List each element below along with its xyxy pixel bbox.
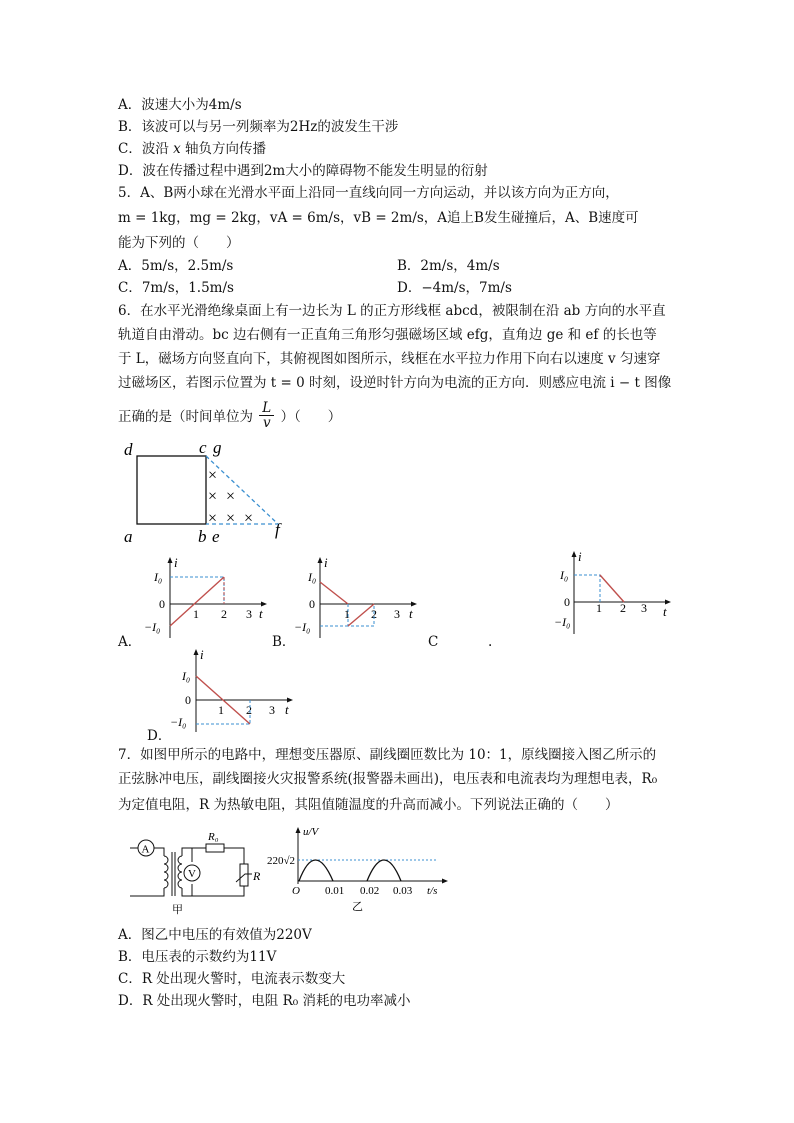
r-label: R xyxy=(253,869,261,883)
q6-option-c: C xyxy=(428,634,439,650)
q5-stem-line2: m = 1kg，mg = 2kg，vA = 6m/s，vB = 2m/s，A追上B发生碰撞后，A、B速度可 xyxy=(118,210,639,226)
label-g: g xyxy=(213,438,222,457)
q6-option-c-dot: . xyxy=(488,634,493,650)
tick-1: 1 xyxy=(344,607,350,621)
q6-stem-line5 xyxy=(118,400,342,432)
q6-stem-line1: 6．在水平光滑绝缘桌面上有一边长为 L 的正方形线框 abcd，被限制在沿 ab 方向的水平直 xyxy=(118,303,666,319)
q6-option-d: D． xyxy=(147,728,172,744)
q7-stem-line1: 7．如图甲所示的电路中，理想变压器原、副线圈匝数比为 10：1，原线圈接入图乙所示的 xyxy=(118,747,657,763)
q4-option-b: B．该波可以与另一列频率为2Hz的波发生干涉 xyxy=(118,119,399,135)
tick-zero: 0 xyxy=(159,597,165,611)
half-sine-pulse-2 xyxy=(367,860,401,881)
tick-neg-i0: −I₀ xyxy=(554,615,571,629)
tick-neg-i0: −I₀ xyxy=(144,620,161,634)
voltmeter-label: V xyxy=(188,868,196,880)
label-e: e xyxy=(212,527,220,546)
axis-label-t: t xyxy=(259,606,263,621)
axis-label-t: t xyxy=(409,606,413,621)
tick-zero: 0 xyxy=(185,693,191,707)
graph-c xyxy=(548,550,678,634)
frame-field-figure xyxy=(118,438,298,548)
circuit-caption: 甲 xyxy=(172,904,183,916)
label-c: c xyxy=(199,438,207,457)
field-cross: × xyxy=(208,488,218,505)
q4-option-c xyxy=(118,140,266,158)
tick-i0: I₀ xyxy=(308,570,317,584)
tick-i0: I₀ xyxy=(560,568,569,582)
q4-option-c-pre: C．波沿 xyxy=(118,141,174,157)
q5-option-d: D．−4m/s，7m/s xyxy=(397,280,512,296)
graph-d xyxy=(166,648,296,732)
axis-label-i: i xyxy=(578,550,582,564)
q6-stem-line4: 过磁场区，若图示位置为 t = 0 时刻，设逆时针方向为电流的正方向．则感应电流 i − t 图像 xyxy=(118,375,672,391)
q6-option-b: B． xyxy=(272,634,296,650)
q6-stem-line3: 于 L，磁场方向竖直向下，其俯视图如图所示，线框在水平拉力作用下向右以速度 v 匀速穿 xyxy=(118,351,661,367)
wave-tick-0.03: 0.03 xyxy=(393,885,413,897)
q7-option-a: A．图乙中电压的有效值为220V xyxy=(118,927,312,943)
fraction-numerator: L xyxy=(259,401,274,416)
secondary-coil xyxy=(178,856,182,888)
tick-i0: I₀ xyxy=(154,570,163,584)
q7-option-d: D．R 处出现火警时，电阻 R₀ 消耗的电功率减小 xyxy=(118,993,411,1009)
tick-2: 2 xyxy=(246,703,252,717)
q5-stem-line1: 5．A、B两小球在光滑水平面上沿同一直线向同一方向运动，并以该方向为正方向， xyxy=(118,185,619,201)
q5-option-c: C．7m/s，1.5m/s xyxy=(118,280,234,296)
voltage-waveform xyxy=(265,826,455,918)
field-cross: × xyxy=(226,510,236,527)
tick-3: 3 xyxy=(269,703,275,717)
q4-option-d: D．波在传播过程中遇到2m大小的障碍物不能发生明显的衍射 xyxy=(118,163,488,179)
axis-label-t: t xyxy=(663,604,667,619)
wave-origin: O xyxy=(292,885,300,897)
q7-option-c: C．R 处出现火警时，电流表示数变大 xyxy=(118,971,346,987)
q6-option-a: A． xyxy=(118,634,142,650)
tick-zero: 0 xyxy=(309,597,315,611)
tick-2: 2 xyxy=(221,607,227,621)
tick-2: 2 xyxy=(371,607,377,621)
label-f: f xyxy=(275,520,280,539)
primary-coil xyxy=(164,856,168,888)
tick-3: 3 xyxy=(394,607,400,621)
field-cross: × xyxy=(244,510,254,527)
label-d: d xyxy=(124,440,133,459)
axis-label-i: i xyxy=(324,556,328,570)
tick-3: 3 xyxy=(641,601,647,615)
label-a: a xyxy=(124,527,133,546)
tick-1: 1 xyxy=(193,607,199,621)
wave-xlabel: t/s xyxy=(427,885,438,897)
tick-2: 2 xyxy=(620,601,626,615)
tick-zero: 0 xyxy=(564,595,570,609)
axis-label-t: t xyxy=(285,702,289,717)
tick-3: 3 xyxy=(246,607,252,621)
q6-line5-post: ）（ ） xyxy=(280,409,342,425)
q7-stem-line2: 正弦脉冲电压，副线圈接火灾报警系统(报警器未画出)，电压表和电流表均为理想电表，R₀ xyxy=(118,771,658,787)
circuit-diagram xyxy=(124,826,274,916)
square-frame xyxy=(137,456,206,524)
wave-ylabel: u/V xyxy=(303,826,319,838)
ammeter-label: A xyxy=(141,843,150,856)
tick-neg-i0: −I₀ xyxy=(170,715,187,729)
q4-option-c-post: 轴负方向传播 xyxy=(180,141,267,157)
time-unit-fraction xyxy=(259,401,274,430)
axis-label-i: i xyxy=(174,556,178,570)
field-cross: × xyxy=(226,488,236,505)
field-cross: × xyxy=(208,510,218,527)
q6-stem-line2: 轨道自由滑动。bc 边右侧有一正直角三角形匀强磁场区域 efg，直角边 ge 和 ef 的长也等 xyxy=(118,327,657,343)
half-sine-pulse-1 xyxy=(299,860,333,881)
tick-i0: I₀ xyxy=(182,669,191,683)
wave-tick-0.01: 0.01 xyxy=(325,885,345,897)
q5-stem-line3: 能为下列的（ ） xyxy=(118,235,240,251)
field-cross: × xyxy=(208,467,218,484)
q5-option-a: A．5m/s，2.5m/s xyxy=(118,258,234,274)
tick-1: 1 xyxy=(218,703,224,717)
q4-option-c-var: x xyxy=(173,141,181,157)
axis-label-i: i xyxy=(200,648,204,662)
wave-caption: 乙 xyxy=(352,901,363,913)
label-b: b xyxy=(198,527,207,546)
resistor-r0 xyxy=(206,844,224,852)
q4-option-a: A．波速大小为4m/s xyxy=(118,97,242,113)
wave-tick-0.02: 0.02 xyxy=(360,885,380,897)
graph-b xyxy=(290,556,420,640)
wave-peak-label: 220√2 xyxy=(267,855,296,867)
r0-label: R₀ xyxy=(208,831,219,843)
tick-neg-i0: −I₀ xyxy=(294,620,311,634)
graph-a xyxy=(140,556,270,640)
q6-line5-pre: 正确的是（时间单位为 xyxy=(118,409,253,425)
q7-stem-line3: 为定值电阻，R 为热敏电阻，其阻值随温度的升高而减小。下列说法正确的（ ） xyxy=(118,797,619,813)
tick-1: 1 xyxy=(596,601,602,615)
q5-option-b: B．2m/s，4m/s xyxy=(397,258,500,274)
fraction-denominator: v xyxy=(262,415,271,431)
q7-option-b: B．电压表的示数约为11V xyxy=(118,949,277,965)
